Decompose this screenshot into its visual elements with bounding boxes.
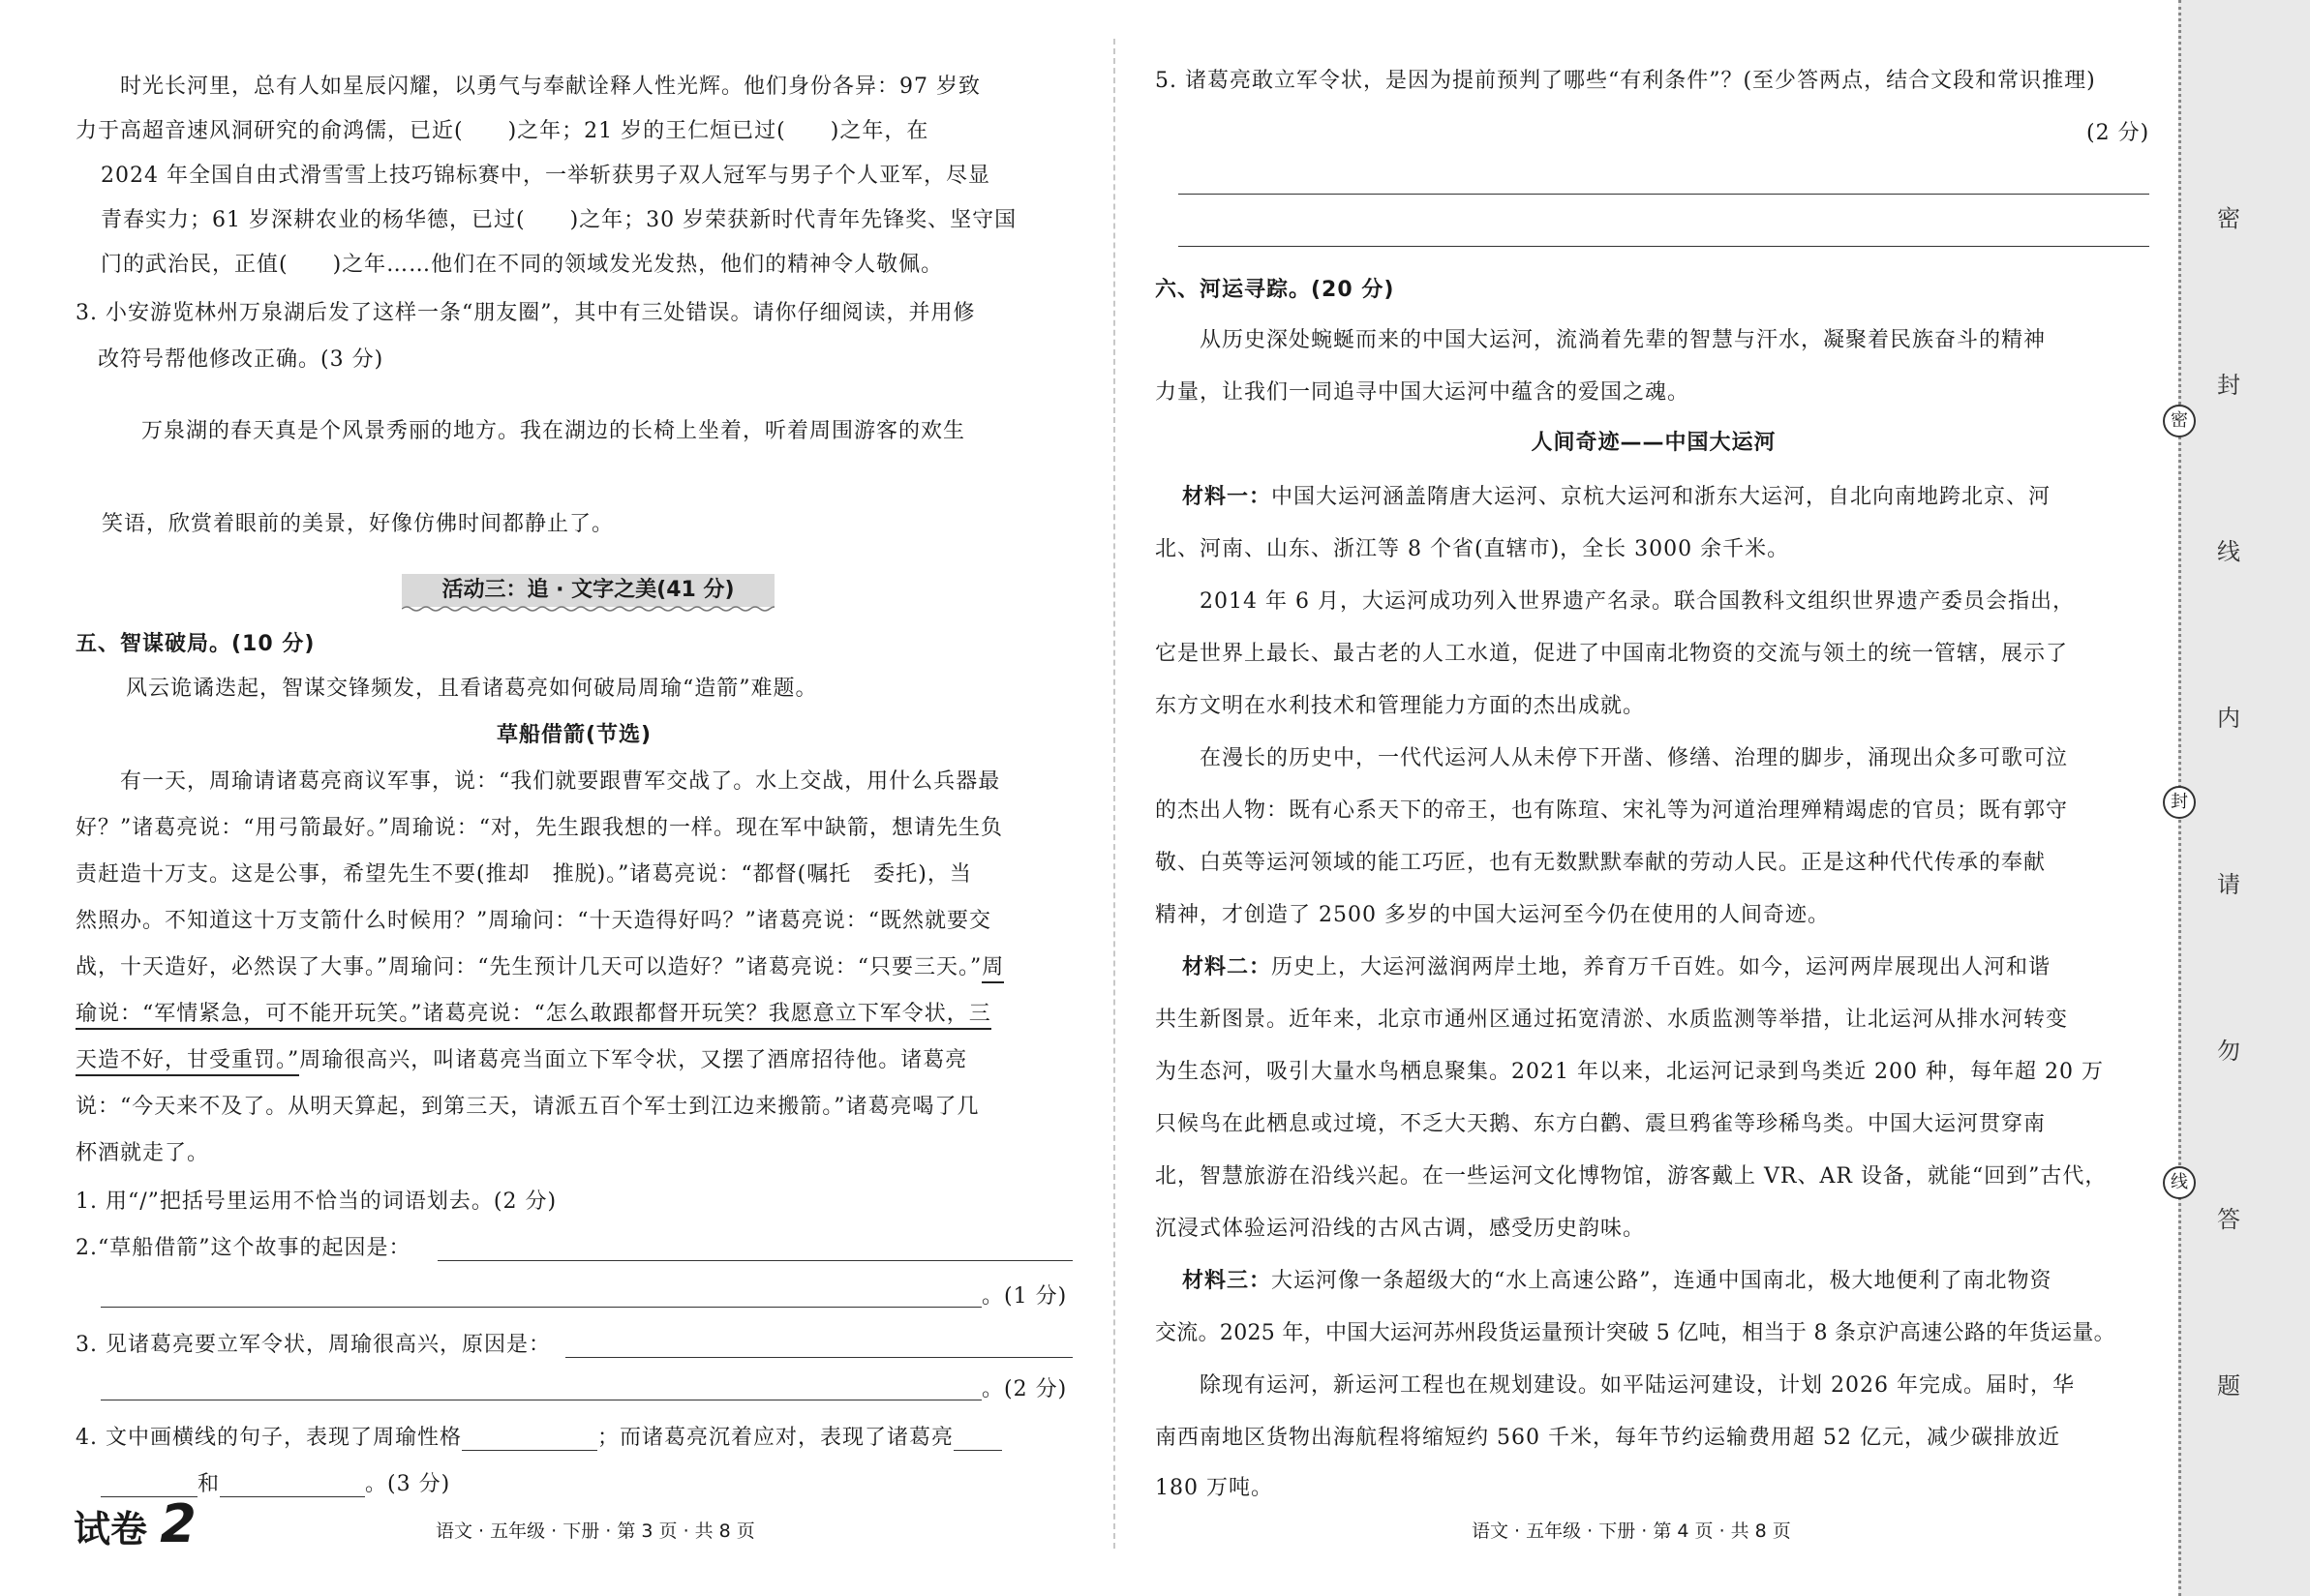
article-title: 人间奇迹——中国大运河 xyxy=(1531,431,1777,455)
material-1-line: 在漫长的历史中，一代代运河人从未停下开凿、修缮、治理的脚步，涌现出众多可歌可泣 xyxy=(1155,746,2069,770)
binding-char: 答 xyxy=(2217,1206,2240,1233)
story-line: 然照办。不知道这十万支箭什么时候用？”周瑜问：“十天造得好吗？”诸葛亮说：“既然就要交 xyxy=(76,909,991,933)
answer-blank-zhuge-2[interactable] xyxy=(220,1475,365,1497)
story-line: 好？”诸葛亮说：“用弓箭最好。”周瑜说：“对，先生跟我想的一样。现在军中缺箭，想请先生负 xyxy=(76,816,1003,840)
paper-number: 2 xyxy=(160,1493,197,1554)
material-1-line: 它是世界上最长、最古老的人工水道，促进了中国南北物资的交流与领土的统一管辖，展示了 xyxy=(1155,642,2069,666)
story-line: 有一天，周瑜请诸葛亮商议军事，说：“我们就要跟曹军交战了。水上交战，用什么兵器最 xyxy=(76,769,1001,794)
story-line xyxy=(76,950,1004,980)
story-text: 战，十天造好，必然误了大事。”周瑜问：“先生预计几天可以造好？”诸葛亮说：“只要三天。” xyxy=(76,955,983,979)
score-q2: 。(1 分) xyxy=(982,1284,1068,1309)
right-page xyxy=(1128,0,2169,1596)
material-2-line: 沉浸式体验运河沿线的古风古调，感受历史韵味。 xyxy=(1155,1217,1646,1241)
question-4 xyxy=(76,1421,1002,1451)
answer-line-q2a[interactable] xyxy=(438,1260,1073,1261)
material-2-label: 材料二： xyxy=(1182,955,1272,979)
binding-char: 封 xyxy=(2217,372,2240,399)
q4-text: 4. 文中画横线的句子，表现了周瑜性格 xyxy=(76,1426,462,1450)
answer-line-q3a[interactable] xyxy=(565,1357,1073,1358)
answer-line-q5b[interactable] xyxy=(1178,246,2149,247)
intro-line: 2024 年全国自由式滑雪雪上技巧锦标赛中，一举斩获男子双人冠军与男子个人亚军，尽显 xyxy=(101,164,990,188)
material-3: 材料三：大运河像一条超级大的“水上高速公路”，连通中国南北，极大地便利了南北物资 xyxy=(1182,1269,2052,1293)
question-1: 1. 用“/”把括号里运用不恰当的词语划去。(2 分) xyxy=(76,1189,558,1214)
story-line xyxy=(76,1043,967,1073)
underlined-sentence: 天造不好，甘受重罚。” xyxy=(76,1048,299,1076)
story-title: 草船借箭(节选) xyxy=(496,723,653,747)
section-5-title: 五、智谋破局。(10 分) xyxy=(76,632,316,656)
question-3-cont: 改符号帮他修改正确。(3 分) xyxy=(76,347,384,372)
material-1: 材料一：中国大运河涵盖隋唐大运河、京杭大运河和浙东大运河，自北向南地跨北京、河 xyxy=(1182,485,2052,509)
left-page xyxy=(0,0,1104,1596)
binding-strip xyxy=(2178,0,2310,1596)
answer-line-q2b[interactable] xyxy=(101,1307,982,1308)
material-3-line: 180 万吨。 xyxy=(1155,1476,1273,1500)
material-3-label: 材料三： xyxy=(1182,1269,1272,1293)
binding-char: 勿 xyxy=(2217,1038,2240,1065)
story-line xyxy=(76,997,991,1027)
intro-line: 门的武治民，正值( )之年……他们在不同的领域发光发热，他们的精神令人敬佩。 xyxy=(101,253,944,277)
question-2: 2.“草船借箭”这个故事的起因是： xyxy=(76,1236,411,1260)
material-3-line: 南西南地区货物出海航程将缩短约 560 千米，每年节约运输费用超 52 亿元，减少碳排放近 xyxy=(1155,1426,2060,1450)
binding-char: 线 xyxy=(2217,538,2240,565)
material-2: 材料二：历史上，大运河滋润两岸土地，养育万千百姓。如今，运河两岸展现出人河和谐 xyxy=(1182,955,2052,979)
q4-text: 。(3 分) xyxy=(365,1472,451,1496)
paper-label: 试卷 2 xyxy=(74,1493,197,1554)
material-1-line: 精神，才创造了 2500 多岁的中国大运河至今仍在使用的人间奇迹。 xyxy=(1155,903,1830,927)
score-q3: 。(2 分) xyxy=(982,1377,1068,1401)
binding-circle-mi: 密 xyxy=(2163,405,2196,437)
answer-blank-zhouyu[interactable] xyxy=(462,1429,597,1451)
intro-line: 时光长河里，总有人如星辰闪耀，以勇气与奉献诠释人性光辉。他们身份各异：97 岁致 xyxy=(76,75,981,99)
question-5: 5. 诸葛亮敢立军令状，是因为提前预判了哪些“有利条件”？(至少答两点，结合文段和常识推理) xyxy=(1155,69,2096,93)
section-6-title: 六、河运寻踪。(20 分) xyxy=(1155,278,1395,302)
material-3-line: 除现有运河，新运河工程也在规划建设。如平陆运河建设，计划 2026 年完成。届时，华 xyxy=(1155,1373,2075,1398)
intro-line: 青春实力；61 岁深耕农业的杨华德，已过( )之年；30 岁荣获新时代青年先锋奖、坚守国 xyxy=(101,208,1018,232)
binding-char: 密 xyxy=(2217,205,2240,232)
activity-banner: 活动三：追 · 文字之美(41 分) xyxy=(402,574,775,607)
q4-text: ；而诸葛亮沉着应对，表现了诸葛亮 xyxy=(597,1426,955,1450)
score-q5: (2 分) xyxy=(2086,121,2150,145)
answer-line-q5a[interactable] xyxy=(1178,194,2149,195)
post-line: 万泉湖的春天真是个风景秀丽的地方。我在湖边的长椅上坐着，听着周围游客的欢生 xyxy=(97,419,966,443)
footer-right: 语文 · 五年级 · 下册 · 第 4 页 · 共 8 页 xyxy=(1472,1521,1791,1542)
story-text: 周瑜很高兴，叫诸葛亮当面立下军令状，又摆了酒席招待他。诸葛亮 xyxy=(299,1048,968,1072)
story-line: 责赶造十万支。这是公事，希望先生不要(推却 推脱)。”诸葛亮说：“都督(嘱托 委托)，当 xyxy=(76,862,972,887)
binding-char: 内 xyxy=(2217,705,2240,732)
binding-char: 请 xyxy=(2217,871,2240,898)
section-6-intro: 力量，让我们一同追寻中国大运河中蕴含的爱国之魂。 xyxy=(1155,380,1690,405)
question-3b: 3. 见诸葛亮要立军令状，周瑜很高兴，原因是： xyxy=(76,1333,551,1357)
story-line: 说：“今天来不及了。从明天算起，到第三天，请派五百个军士到江边来搬箭。”诸葛亮喝了几 xyxy=(76,1095,980,1119)
intro-line: 力于高超音速风洞研究的俞鸿儒，已近( )之年；21 岁的王仁烜已过( )之年，在 xyxy=(76,119,929,143)
binding-circle-feng: 封 xyxy=(2163,786,2196,819)
material-1-line: 敬、白英等运河领域的能工巧匠，也有无数默默奉献的劳动人民。正是这种代代传承的奉献 xyxy=(1155,851,2047,875)
binding-circle-xian: 线 xyxy=(2163,1166,2196,1199)
binding-char: 题 xyxy=(2217,1372,2240,1400)
material-2-line: 共生新图景。近年来，北京市通州区通过拓宽清淤、水质监测等举措，让北运河从排水河转变 xyxy=(1155,1008,2069,1032)
question-3: 3. 小安游览林州万泉湖后发了这样一条“朋友圈”，其中有三处错误。请你仔细阅读，并用修 xyxy=(76,301,976,325)
story-line: 杯酒就走了。 xyxy=(76,1141,210,1165)
section-5-intro: 风云诡谲迭起，智谋交锋频发，且看诸葛亮如何破局周瑜“造箭”难题。 xyxy=(81,677,818,701)
material-1-line: 北、河南、山东、浙江等 8 个省(直辖市)，全长 3000 余千米。 xyxy=(1155,537,1790,561)
material-2-line: 只候鸟在此栖息或过境，不乏大天鹅、东方白鹳、震旦鸦雀等珍稀鸟类。中国大运河贯穿南 xyxy=(1155,1112,2047,1136)
material-1-line: 的杰出人物：既有心系天下的帝王，也有陈瑄、宋礼等为河道治理殚精竭虑的官员；既有郭守 xyxy=(1155,798,2069,823)
banner-wave xyxy=(402,605,775,613)
page-divider xyxy=(1113,39,1115,1549)
material-1-label: 材料一： xyxy=(1182,485,1272,509)
post-line: 笑语，欣赏着眼前的美景，好像仿佛时间都静止了。 xyxy=(79,512,615,536)
footer-left: 语文 · 五年级 · 下册 · 第 3 页 · 共 8 页 xyxy=(436,1521,755,1542)
material-3-line: 交流。2025 年，中国大运河苏州段货运量预计突破 5 亿吨，相当于 8 条京沪高速公路的年货运量。 xyxy=(1155,1321,2115,1345)
q4-text: 和 xyxy=(198,1472,221,1496)
material-2-line: 为生态河，吸引大量水鸟栖息聚集。2021 年以来，北运河记录到鸟类近 200 种，每年超 20 万 xyxy=(1155,1060,2104,1084)
material-1-line: 东方文明在水利技术和管理能力方面的杰出成就。 xyxy=(1155,694,1646,718)
underlined-sentence: 瑜说：“军情紧急，可不能开玩笑。”诸葛亮说：“怎么敢跟都督开玩笑？我愿意立下军令状，三 xyxy=(76,1002,991,1030)
underlined-sentence: 周 xyxy=(982,955,1004,983)
material-1-line: 2014 年 6 月，大运河成功列入世界遗产名录。联合国教科文组织世界遗产委员会指出， xyxy=(1155,589,2075,614)
answer-blank-zhuge-1[interactable] xyxy=(954,1429,1002,1451)
material-2-line: 北，智慧旅游在沿线兴起。在一些运河文化博物馆，游客戴上 VR、AR 设备，就能“回到”古代， xyxy=(1155,1164,2108,1189)
section-6-intro: 从历史深处蜿蜒而来的中国大运河，流淌着先辈的智慧与汗水，凝聚着民族奋斗的精神 xyxy=(1155,328,2047,352)
